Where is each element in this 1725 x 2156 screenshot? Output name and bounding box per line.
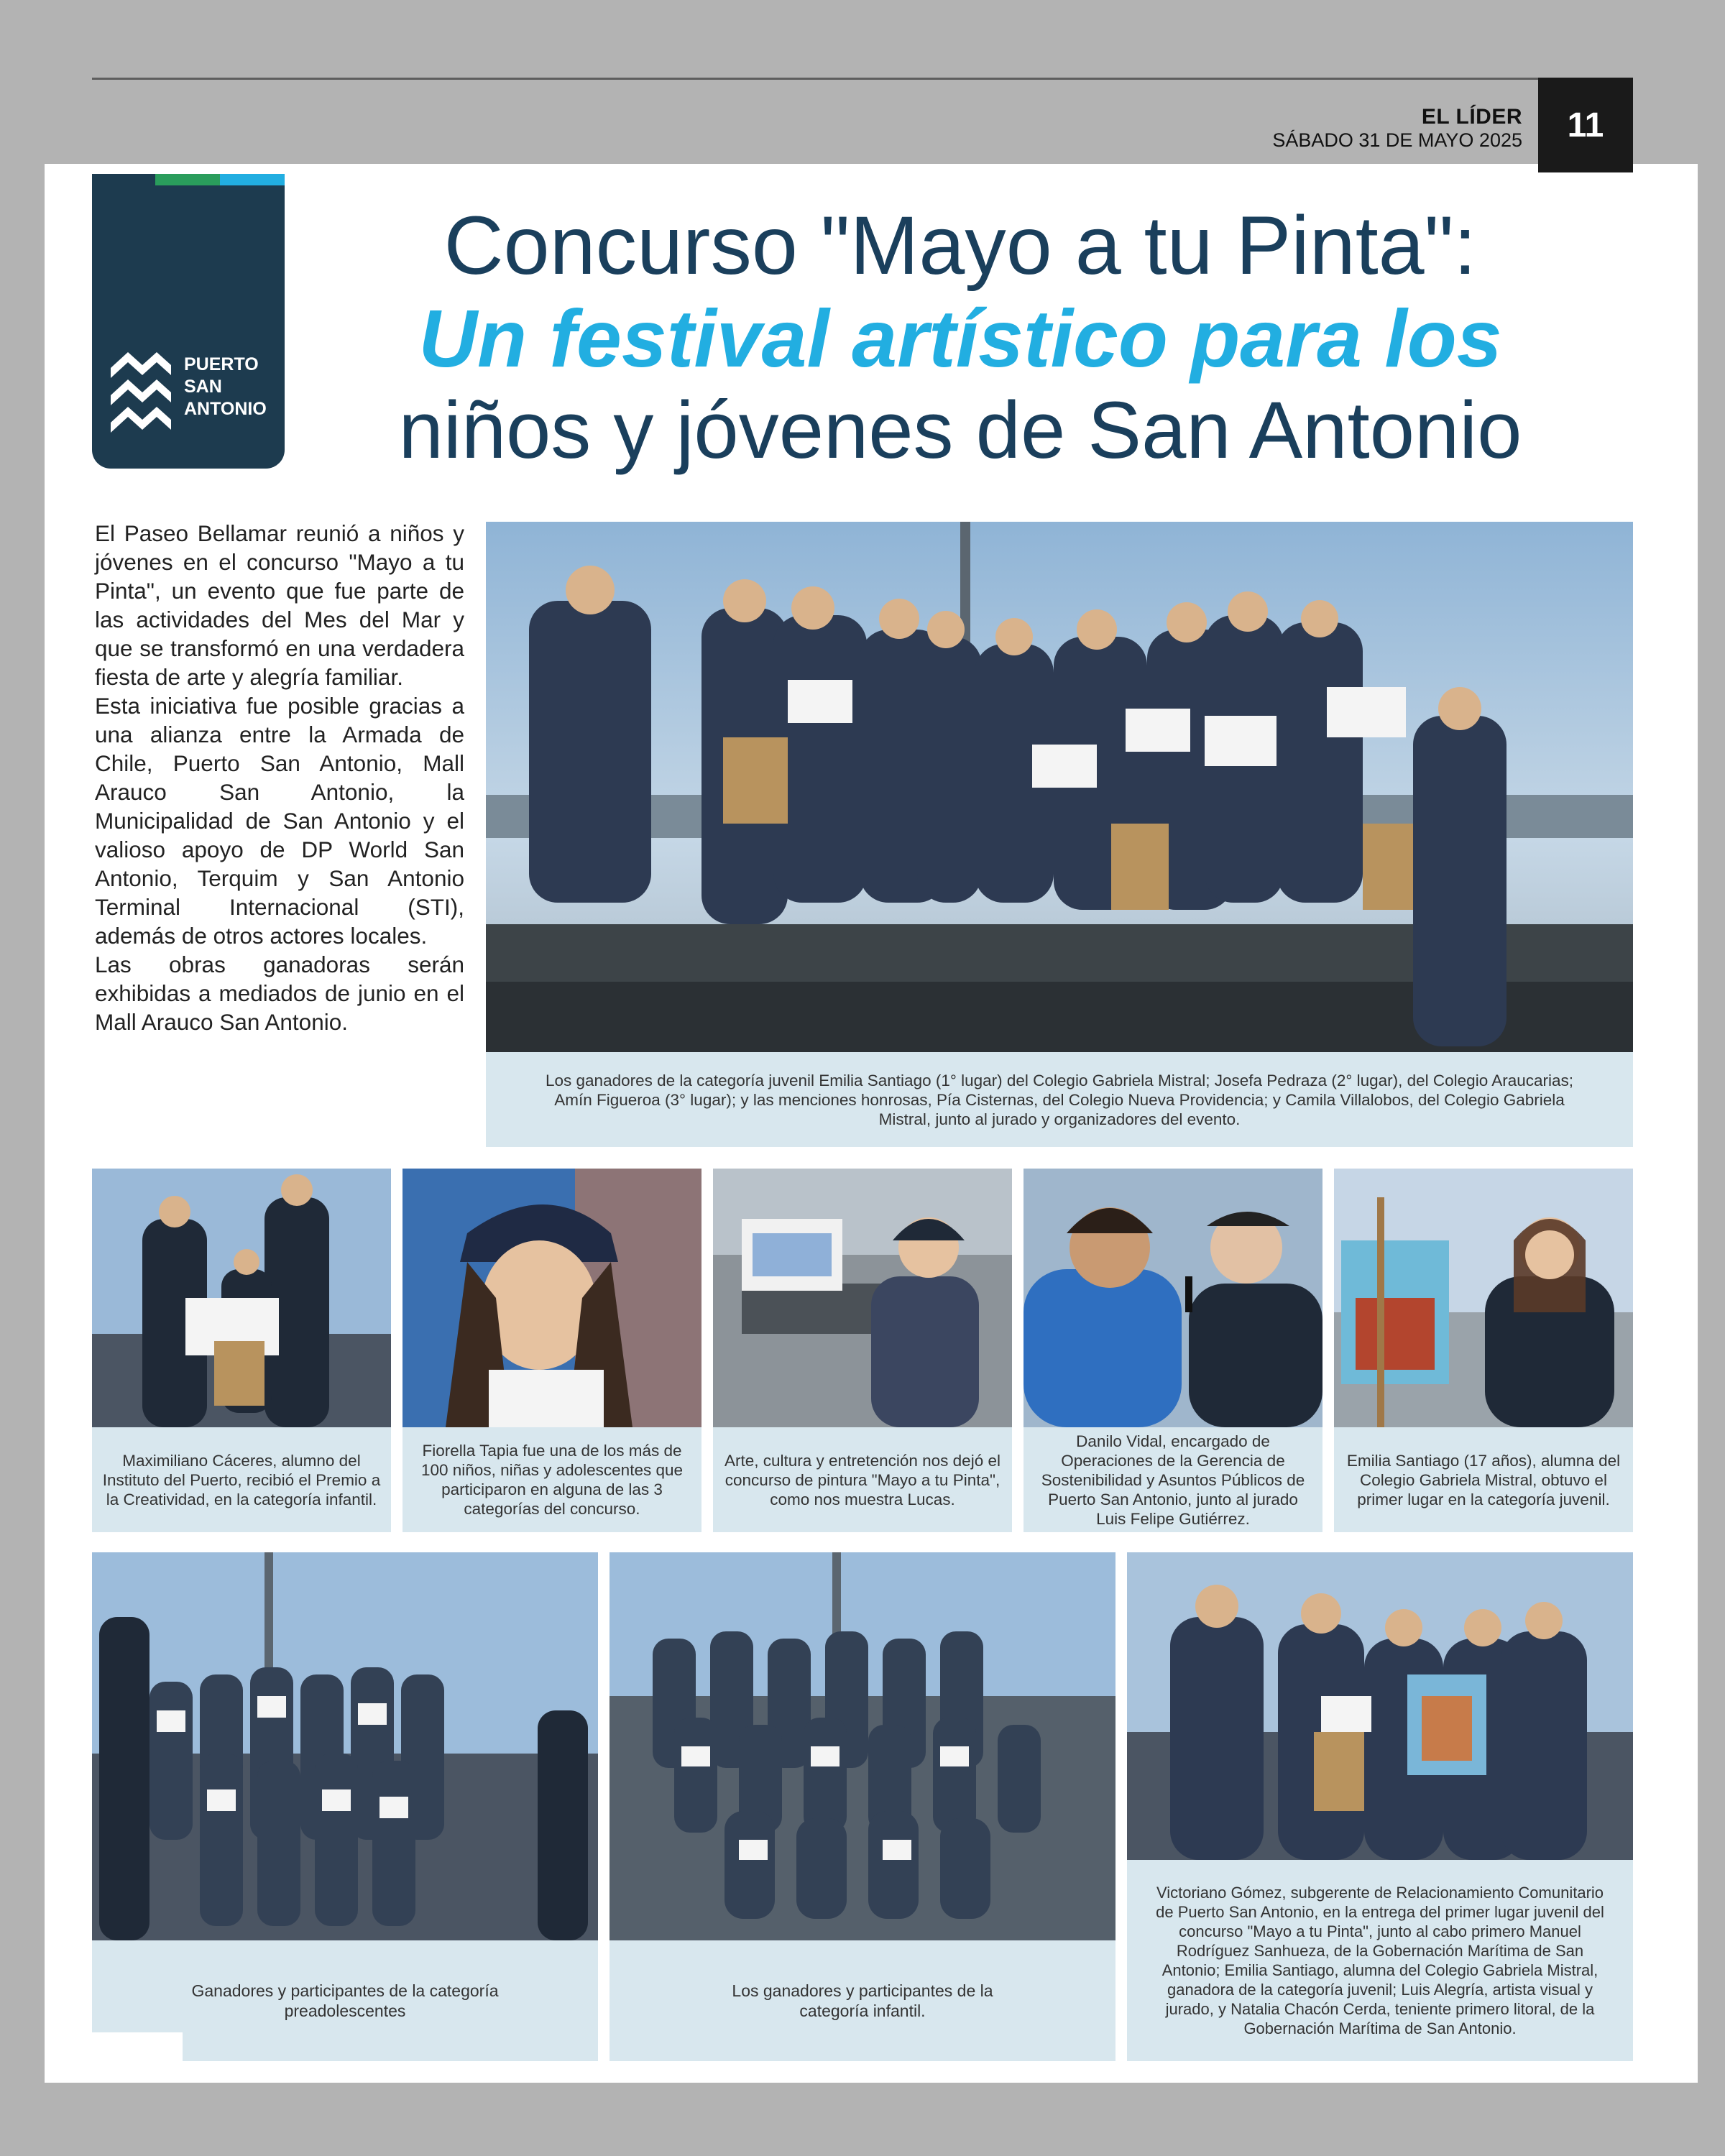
caption-infantil-text: Los ganadores y participantes de la categoría infantil. — [732, 1981, 993, 2020]
corner-patch — [92, 2032, 183, 2064]
waves-icon — [108, 348, 174, 434]
caption-emilia — [1334, 1427, 1633, 1532]
headline-line-1: Concurso "Mayo a tu Pinta": — [443, 200, 1477, 292]
logo-text — [184, 354, 267, 420]
caption-infantil — [610, 1940, 1116, 2061]
headline-line-3: niños y jóvenes de San Antonio — [398, 385, 1522, 475]
logo-line-1: PUERTO — [184, 354, 259, 374]
photo-lucas — [713, 1169, 1012, 1427]
caption-victoriano-text: Victoriano Gómez, subgerente de Relacionamiento Comunitario de Puerto San Antonio, en la entrega del primer lugar juvenil del concurso "Mayo a tu Pinta", junto al cabo primero Manuel Rodríguez Sanhueza, de la Gobernación Marítima de San Antonio; Emilia Santiago, alumna del Colegio Gabriela Mistral, ganadora de la categoría juvenil; Luis Alegría, artista visual y jurado, y Natalia Chacón Cerda, teniente primero litoral, de la Gobernación Marítima de San Antonio. — [1156, 1884, 1604, 2037]
caption-lucas-text: Arte, cultura y entretención nos dejó el concurso de pintura "Mayo a tu Pinta", como nos muestra Lucas. — [724, 1451, 1000, 1508]
logo-stripe-navy — [92, 174, 155, 185]
main-caption-text: Los ganadores de la categoría juvenil Emilia Santiago (1° lugar) del Colegio Gabriela Mistral; Josefa Pedraza (2° lugar), del Colegio Araucarias; Amín Figueroa (3° lugar); y las menciones honrosas, Pía Cisternas, del Colegio Nueva Providencia; y Camila Villalobos, del Colegio Gabriela Mistral, junto al jurado y organizadores del evento. — [546, 1071, 1574, 1128]
main-photo — [486, 522, 1633, 1052]
article-paragraph-2: Esta iniciativa fue posible gracias a una alianza entre la Armada de Chile, Puerto San Antonio, Mall Arauco San Antonio, la Municipalidad de San Antonio y el valioso apoyo de DP World San Antonio, Terquim y San Antonio Terminal Internacional (STI), además de otros actores locales. — [95, 693, 464, 949]
photo-emilia — [1334, 1169, 1633, 1427]
article-paragraph-1: El Paseo Bellamar reunió a niños y jóvenes en el concurso "Mayo a tu Pinta", un evento que fue parte de las actividades del Mes del Mar y que se transformó en una verdadera fiesta de arte y alegría familiar. — [95, 520, 464, 690]
caption-fiorella-text: Fiorella Tapia fue una de los más de 100 niños, niñas y adolescentes que participaron en alguna de las 3 categorías del concurso. — [420, 1442, 683, 1518]
top-rule — [92, 78, 1633, 80]
photo-maximiliano — [92, 1169, 391, 1427]
logo-stripe-green — [155, 174, 220, 185]
caption-victoriano — [1127, 1860, 1633, 2061]
photo-danilo — [1024, 1169, 1322, 1427]
article-paragraph-3: Las obras ganadoras serán exhibidas a mediados de junio en el Mall Arauco San Antonio. — [95, 952, 464, 1035]
issue-date: SÁBADO 31 DE MAYO 2025 — [1272, 129, 1522, 151]
photo-preadolescentes — [92, 1552, 598, 1940]
main-photo-caption — [486, 1052, 1633, 1147]
caption-maximiliano-text: Maximiliano Cáceres, alumno del Instituto del Puerto, recibió el Premio a la Creatividad, en la categoría infantil. — [102, 1451, 381, 1508]
caption-emilia-text: Emilia Santiago (17 años), alumna del Colegio Gabriela Mistral, obtuvo el primer lugar en la categoría juvenil. — [1346, 1451, 1621, 1508]
logo-line-2: SAN — [184, 377, 222, 397]
photo-fiorella — [402, 1169, 702, 1427]
caption-maximiliano — [92, 1427, 391, 1532]
page-number: 11 — [1538, 78, 1633, 172]
caption-danilo-text: Danilo Vidal, encargado de Operaciones de la Gerencia de Sostenibilidad y Asuntos Públicos de Puerto San Antonio, junto al jurado Luis Felipe Gutiérrez. — [1041, 1432, 1305, 1528]
caption-preadolescentes-text: Ganadores y participantes de la categoría preadolescentes — [191, 1981, 499, 2020]
caption-lucas — [713, 1427, 1012, 1532]
newspaper-name: EL LÍDER — [1421, 105, 1522, 129]
photo-infantil — [610, 1552, 1116, 1940]
headline-line-2: Un festival artístico para los — [418, 293, 1502, 384]
photo-victoriano — [1127, 1552, 1633, 1860]
newspaper-header — [1272, 106, 1522, 150]
logo-stripe-cyan — [220, 174, 285, 185]
caption-fiorella — [402, 1427, 702, 1532]
caption-danilo — [1024, 1427, 1322, 1532]
article-body — [95, 519, 464, 1036]
logo-line-3: ANTONIO — [184, 399, 267, 419]
